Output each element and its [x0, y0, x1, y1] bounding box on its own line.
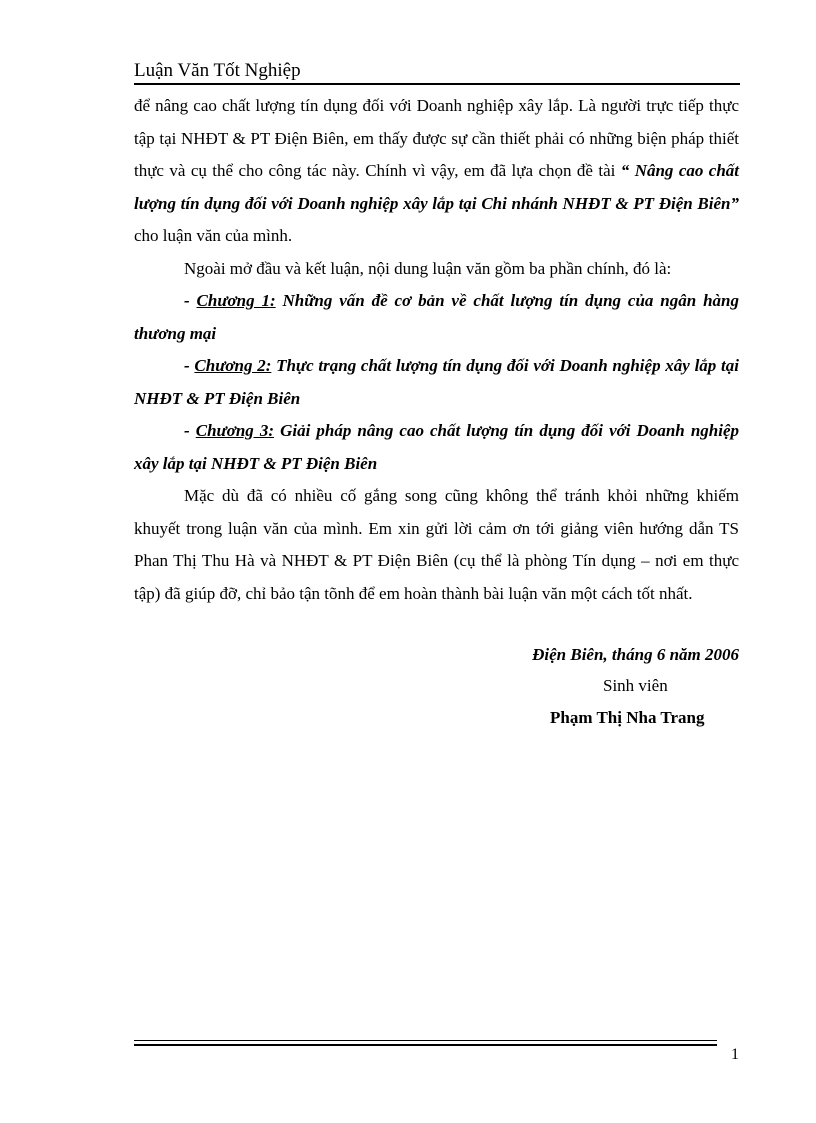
thesis-topic: “ Nâng cao chất lượng tín dụng đối với Doanh nghiệp xây lắp tại Chi nhánh NHĐT & PT Điện Biên” [134, 161, 740, 213]
page-header-title: Luận Văn Tốt Nghiệp [134, 60, 301, 81]
closing-paragraph: Mặc dù đã có nhiều cố gắng song cũng không thể tránh khỏi những khiếm khuyết trong luận văn của mình. Em xin gửi lời cảm ơn tới giảng viên hướng dẫn TS Phan Thị Thu Hà và NHĐT & PT Điện Biên (cụ thể là phòng Tín dụng – nơi em thực tập) đã giúp đỡ, chỉ bảo tận tõnh để em hoàn thành bài luận văn một cách tốt nhất. [134, 486, 739, 603]
intro-text-end: cho luận văn của mình. [134, 226, 293, 245]
header-rule [134, 83, 740, 85]
chapter-label: Chương 3: [195, 421, 275, 440]
chapter-dash: - [184, 421, 196, 440]
page-number: 1 [731, 1046, 739, 1063]
chapter-title: Giải pháp nâng cao chất lượng tín dụng đối với Doanh nghiệp xây lắp tại NHĐT & PT Điện Biên [134, 421, 739, 473]
signature-name: Phạm Thị Nha Trang [550, 708, 705, 727]
intro-paragraph [134, 90, 739, 253]
chapter-dash: - [184, 356, 195, 375]
chapter-label: Chương 1: [196, 291, 276, 310]
signature-role: Sinh viên [603, 676, 668, 695]
chapter-label: Chương 2: [194, 356, 272, 375]
document-body [134, 90, 739, 610]
footer-rule [134, 1040, 717, 1046]
signature-place-date: Điện Biên, tháng 6 năm 2006 [532, 645, 739, 664]
outline-intro: Ngoài mở đầu và kết luận, nội dung luận văn gồm ba phần chính, đó là: [184, 258, 672, 278]
chapter-item-3 [134, 415, 739, 480]
chapter-item-2 [134, 350, 739, 415]
chapter-item-1 [134, 285, 739, 350]
chapter-dash: - [184, 291, 197, 310]
intro-text: để nâng cao chất lượng tín dụng đối với Doanh nghiệp xây lắp. Là người trực tiếp thực tập tại NHĐT & PT Điện Biên, em thấy được sự cần thiết phải có những biện pháp thiết thực và cụ thể cho công tác này. Chính vì vậy, em đã lựa chọn đề tài [134, 96, 739, 180]
chapter-title: Thực trạng chất lượng tín dụng đối với Doanh nghiệp xây lắp tại NHĐT & PT Điện Biên [134, 356, 739, 408]
chapter-title: Những vấn đề cơ bản về chất lượng tín dụng của ngân hàng thương mại [134, 291, 739, 343]
